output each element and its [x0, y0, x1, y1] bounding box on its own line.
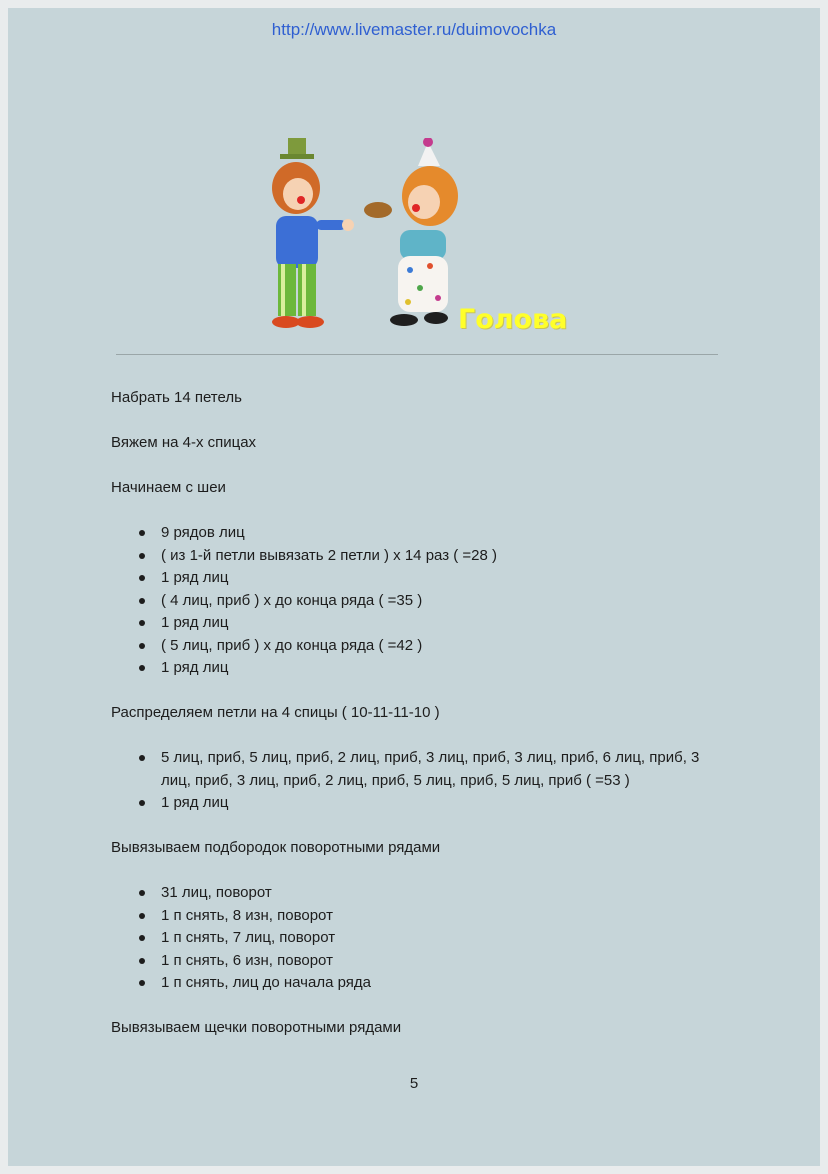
page-number: 5 [409, 1075, 419, 1092]
section-heading: Голова [458, 304, 568, 335]
horizontal-divider [116, 354, 718, 355]
bullet-list-chin [111, 882, 711, 995]
list-item: 1 ряд лиц [161, 612, 711, 635]
paragraph: Вывязываем подбородок поворотными рядами [111, 839, 441, 856]
list-item: 5 лиц, приб, 5 лиц, приб, 2 лиц, приб, 3 лиц, приб, 3 лиц, приб, 6 лиц, приб, 3 лиц, приб, 3 лиц, приб, 2 лиц, приб, 5 лиц, приб, 5 лиц, приб ( =53 ) [161, 747, 711, 792]
list-item: 31 лиц, поворот [161, 882, 711, 905]
paragraph: Начинаем с шеи [111, 479, 226, 496]
list-item: 1 ряд лиц [161, 792, 711, 815]
list-item: 1 п снять, лиц до начала ряда [161, 972, 711, 995]
list-item: ( 4 лиц, приб ) х до конца ряда ( =35 ) [161, 590, 711, 613]
boy-clown-figure [272, 138, 354, 328]
bullet-list-neck [111, 522, 711, 680]
list-item: ( из 1-й петли вывязать 2 петли ) х 14 раз ( =28 ) [161, 545, 711, 568]
list-item: 1 ряд лиц [161, 657, 711, 680]
bullet-list-distribution [111, 747, 711, 815]
girl-clown-figure [364, 138, 458, 326]
list-item: 1 п снять, 6 изн, поворот [161, 950, 711, 973]
source-url[interactable]: http://www.livemaster.ru/duimovochka [271, 20, 557, 39]
paragraph: Набрать 14 петель [111, 389, 242, 406]
paragraph: Вяжем на 4-х спицах [111, 434, 257, 451]
list-item: 1 п снять, 7 лиц, поворот [161, 927, 711, 950]
paragraph: Распределяем петли на 4 спицы ( 10-11-11-10 ) [111, 704, 440, 721]
list-item: 9 рядов лиц [161, 522, 711, 545]
list-item: 1 п снять, 8 изн, поворот [161, 905, 711, 928]
instructions-body [111, 387, 711, 1062]
paragraph: Вывязываем щечки поворотными рядами [111, 1019, 402, 1036]
list-item: ( 5 лиц, приб ) х до конца ряда ( =42 ) [161, 635, 711, 658]
list-item: 1 ряд лиц [161, 567, 711, 590]
clown-children-illustration [258, 138, 468, 338]
document-page [8, 8, 820, 1166]
